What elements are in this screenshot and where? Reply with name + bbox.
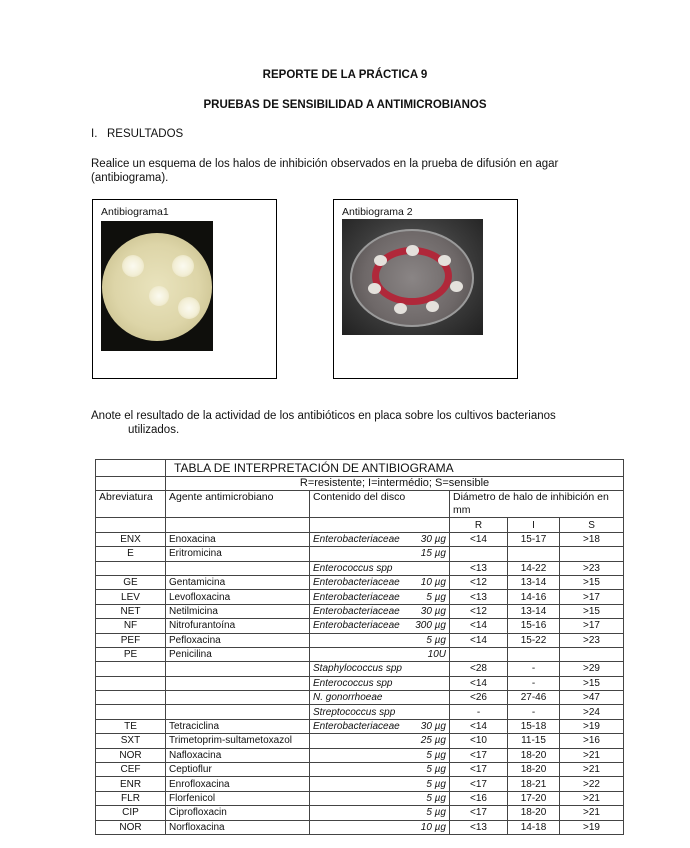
cell-r: <14 bbox=[450, 633, 508, 647]
cell-disc-content bbox=[310, 633, 450, 647]
cell-abbreviation: NF bbox=[96, 619, 166, 633]
table-row bbox=[96, 777, 624, 791]
cell-r: <26 bbox=[450, 691, 508, 705]
cell-disc-content bbox=[310, 604, 450, 618]
cell-r: <10 bbox=[450, 734, 508, 748]
interpretation-table bbox=[95, 459, 624, 835]
cell-i: 15-17 bbox=[508, 532, 560, 546]
cell-r bbox=[450, 547, 508, 561]
table-row bbox=[96, 763, 624, 777]
cell-r: <16 bbox=[450, 791, 508, 805]
cell-s: >23 bbox=[560, 633, 624, 647]
cell-abbreviation: GE bbox=[96, 575, 166, 589]
table-row bbox=[96, 633, 624, 647]
col-header-agent: Agente antimicrobiano bbox=[166, 491, 310, 518]
table-row bbox=[96, 604, 624, 618]
disc-dose: 5 µg bbox=[426, 749, 446, 761]
cell-agent: Gentamicina bbox=[166, 575, 310, 589]
cell-i: 27-46 bbox=[508, 691, 560, 705]
cell-abbreviation: SXT bbox=[96, 734, 166, 748]
cell-abbreviation: ENR bbox=[96, 777, 166, 791]
cell-s: >23 bbox=[560, 561, 624, 575]
disc-organism: N. gonorrhoeae bbox=[313, 692, 383, 704]
cell-i: 17-20 bbox=[508, 791, 560, 805]
cell-disc-content bbox=[310, 791, 450, 805]
cell-s: >17 bbox=[560, 590, 624, 604]
cell-agent: Nitrofurantoína bbox=[166, 619, 310, 633]
cell-r: <17 bbox=[450, 748, 508, 762]
cell-disc-content bbox=[310, 820, 450, 834]
header-blank bbox=[96, 518, 166, 532]
cell-s: >21 bbox=[560, 763, 624, 777]
cell-disc-content bbox=[310, 763, 450, 777]
cell-agent: Penicilina bbox=[166, 647, 310, 661]
cell-r: <13 bbox=[450, 590, 508, 604]
cell-s: >16 bbox=[560, 734, 624, 748]
cell-r: - bbox=[450, 705, 508, 719]
header-blank bbox=[96, 477, 166, 491]
cell-i: - bbox=[508, 676, 560, 690]
inhibition-halo bbox=[374, 255, 387, 266]
cell-abbreviation: NOR bbox=[96, 820, 166, 834]
table-row bbox=[96, 561, 624, 575]
table-row bbox=[96, 575, 624, 589]
disc-dose: 300 µg bbox=[415, 620, 446, 632]
cell-abbreviation: CIP bbox=[96, 806, 166, 820]
cell-abbreviation: LEV bbox=[96, 590, 166, 604]
cell-r: <13 bbox=[450, 820, 508, 834]
cell-abbreviation bbox=[96, 676, 166, 690]
cell-s: >18 bbox=[560, 532, 624, 546]
cell-agent: Trimetoprim-sultametoxazol bbox=[166, 734, 310, 748]
cell-abbreviation: E bbox=[96, 547, 166, 561]
table-row bbox=[96, 532, 624, 546]
cell-r: <12 bbox=[450, 575, 508, 589]
cell-s: >21 bbox=[560, 748, 624, 762]
col-header-r: R bbox=[450, 518, 508, 532]
disc-organism: Streptococcus spp bbox=[313, 706, 396, 718]
table-row bbox=[96, 647, 624, 661]
cell-r: <17 bbox=[450, 806, 508, 820]
cell-i: - bbox=[508, 705, 560, 719]
cell-disc-content bbox=[310, 647, 450, 661]
disc-organism: Enterobacteriaceae bbox=[313, 577, 400, 589]
cell-abbreviation: PEF bbox=[96, 633, 166, 647]
cell-agent: Pefloxacina bbox=[166, 633, 310, 647]
inhibition-halo bbox=[368, 283, 381, 294]
cell-disc-content bbox=[310, 561, 450, 575]
cell-s bbox=[560, 647, 624, 661]
inhibition-halo bbox=[172, 255, 194, 277]
disc-dose: 5 µg bbox=[426, 778, 446, 790]
header-blank bbox=[166, 518, 310, 532]
cell-disc-content bbox=[310, 734, 450, 748]
note-line-2: utilizados. bbox=[128, 424, 180, 436]
disc-dose: 10U bbox=[427, 649, 446, 661]
table-row bbox=[96, 547, 624, 561]
antibiogram-1-photo bbox=[101, 221, 213, 351]
cell-s: >17 bbox=[560, 619, 624, 633]
cell-abbreviation: ENX bbox=[96, 532, 166, 546]
cell-i: 13-14 bbox=[508, 575, 560, 589]
table-row bbox=[96, 662, 624, 676]
cell-disc-content bbox=[310, 719, 450, 733]
disc-dose: 5 µg bbox=[426, 793, 446, 804]
cell-disc-content bbox=[310, 590, 450, 604]
inhibition-halo bbox=[450, 281, 463, 292]
antibiogram-2-caption: Antibiograma 2 bbox=[342, 206, 413, 218]
cell-s: >15 bbox=[560, 676, 624, 690]
cell-abbreviation bbox=[96, 705, 166, 719]
cell-agent: Levofloxacina bbox=[166, 590, 310, 604]
cell-disc-content bbox=[310, 532, 450, 546]
cell-agent: Florfenicol bbox=[166, 791, 310, 805]
cell-s: >19 bbox=[560, 820, 624, 834]
cell-abbreviation: NOR bbox=[96, 748, 166, 762]
col-header-disc: Contenido del disco bbox=[310, 491, 450, 518]
disc-dose: 15 µg bbox=[420, 548, 446, 560]
report-subtitle: PRUEBAS DE SENSIBILIDAD A ANTIMICROBIANOS bbox=[203, 99, 487, 111]
cell-s: >47 bbox=[560, 691, 624, 705]
disc-dose: 5 µg bbox=[426, 591, 446, 603]
col-header-abbreviation: Abreviatura bbox=[96, 491, 166, 518]
cell-disc-content bbox=[310, 777, 450, 791]
cell-abbreviation: CEF bbox=[96, 763, 166, 777]
cell-agent: Norfloxacina bbox=[166, 820, 310, 834]
antibiogram-1-caption: Antibiograma1 bbox=[101, 206, 169, 218]
cell-r: <13 bbox=[450, 561, 508, 575]
table-row bbox=[96, 590, 624, 604]
cell-r bbox=[450, 647, 508, 661]
cell-r: <17 bbox=[450, 763, 508, 777]
cell-agent: Tetraciclina bbox=[166, 719, 310, 733]
table-row bbox=[96, 705, 624, 719]
cell-agent bbox=[166, 676, 310, 690]
table-row bbox=[96, 820, 624, 834]
cell-agent: Ciprofloxacin bbox=[166, 806, 310, 820]
table-row bbox=[96, 719, 624, 733]
cell-i bbox=[508, 647, 560, 661]
disc-organism: Enterobacteriaceae bbox=[313, 721, 400, 733]
table-row bbox=[96, 748, 624, 762]
cell-disc-content bbox=[310, 575, 450, 589]
cell-agent: Enrofloxacina bbox=[166, 777, 310, 791]
table-row bbox=[96, 791, 624, 805]
cell-agent: Ceptioflur bbox=[166, 763, 310, 777]
cell-s: >15 bbox=[560, 575, 624, 589]
cell-i: 15-18 bbox=[508, 719, 560, 733]
col-header-s: S bbox=[560, 518, 624, 532]
disc-organism: Enterobacteriaceae bbox=[313, 605, 400, 617]
cell-i: 18-20 bbox=[508, 763, 560, 777]
cell-i: 18-21 bbox=[508, 777, 560, 791]
cell-agent: Enoxacina bbox=[166, 532, 310, 546]
disc-dose: 30 µg bbox=[420, 605, 446, 617]
disc-dose: 5 µg bbox=[426, 807, 446, 819]
cell-disc-content bbox=[310, 691, 450, 705]
inhibition-halo bbox=[426, 301, 439, 312]
inhibition-halo bbox=[406, 245, 419, 256]
antibiogram-2-frame bbox=[333, 199, 518, 379]
header-blank bbox=[96, 460, 166, 477]
disc-organism: Enterobacteriaceae bbox=[313, 620, 400, 632]
antibiogram-2-photo bbox=[342, 219, 483, 335]
cell-s: >24 bbox=[560, 705, 624, 719]
cell-i: 14-18 bbox=[508, 820, 560, 834]
cell-s: >21 bbox=[560, 791, 624, 805]
disc-organism: Staphylococcus spp bbox=[313, 663, 402, 675]
antibiogram-1-frame bbox=[92, 199, 277, 379]
header-blank bbox=[310, 518, 450, 532]
inhibition-halo bbox=[122, 255, 144, 277]
cell-abbreviation bbox=[96, 691, 166, 705]
cell-i: 14-16 bbox=[508, 590, 560, 604]
disc-dose: 30 µg bbox=[420, 533, 446, 545]
cell-i: 15-22 bbox=[508, 633, 560, 647]
inhibition-halo bbox=[149, 286, 169, 306]
inhibition-halo bbox=[394, 303, 407, 314]
cell-s: >15 bbox=[560, 604, 624, 618]
cell-agent bbox=[166, 561, 310, 575]
cell-abbreviation: TE bbox=[96, 719, 166, 733]
cell-r: <14 bbox=[450, 532, 508, 546]
cell-s bbox=[560, 547, 624, 561]
cell-agent bbox=[166, 691, 310, 705]
table-title: TABLA DE INTERPRETACIÓN DE ANTIBIOGRAMA bbox=[166, 460, 624, 477]
table-legend: R=resistente; I=intermédio; S=sensible bbox=[166, 477, 624, 491]
disc-dose: 10 µg bbox=[420, 577, 446, 589]
disc-dose: 5 µg bbox=[426, 764, 446, 776]
cell-agent: Nafloxacina bbox=[166, 748, 310, 762]
cell-disc-content bbox=[310, 748, 450, 762]
cell-agent bbox=[166, 705, 310, 719]
note-line-1: Anote el resultado de la actividad de los antibióticos en placa sobre los cultivos bacterianos bbox=[91, 410, 556, 422]
cell-i: 13-14 bbox=[508, 604, 560, 618]
cell-s: >29 bbox=[560, 662, 624, 676]
cell-agent: Eritromicina bbox=[166, 547, 310, 561]
cell-agent: Netilmicina bbox=[166, 604, 310, 618]
cell-disc-content bbox=[310, 619, 450, 633]
cell-i: 14-22 bbox=[508, 561, 560, 575]
cell-i bbox=[508, 547, 560, 561]
cell-r: <14 bbox=[450, 719, 508, 733]
cell-abbreviation: NET bbox=[96, 604, 166, 618]
cell-abbreviation: PE bbox=[96, 647, 166, 661]
disc-dose: 30 µg bbox=[420, 721, 446, 733]
cell-abbreviation bbox=[96, 662, 166, 676]
disc-dose: 5 µg bbox=[426, 634, 446, 646]
section-heading: I. RESULTADOS bbox=[91, 128, 184, 140]
cell-s: >22 bbox=[560, 777, 624, 791]
inhibition-halo bbox=[438, 255, 451, 266]
disc-organism: Enterobacteriaceae bbox=[313, 533, 400, 545]
table-row bbox=[96, 619, 624, 633]
table-row bbox=[96, 691, 624, 705]
cell-r: <14 bbox=[450, 676, 508, 690]
cell-agent bbox=[166, 662, 310, 676]
cell-abbreviation bbox=[96, 561, 166, 575]
cell-disc-content bbox=[310, 806, 450, 820]
cell-disc-content bbox=[310, 662, 450, 676]
cell-disc-content bbox=[310, 547, 450, 561]
table-row bbox=[96, 676, 624, 690]
instruction-text: Realice un esquema de los halos de inhibición observados en la prueba de difusión en agar (antibiograma). bbox=[91, 158, 559, 184]
cell-abbreviation: FLR bbox=[96, 791, 166, 805]
cell-i: 11-15 bbox=[508, 734, 560, 748]
cell-r: <14 bbox=[450, 619, 508, 633]
col-header-diameter: Diámetro de halo de inhibición en mm bbox=[450, 491, 624, 518]
table-row bbox=[96, 734, 624, 748]
cell-r: <12 bbox=[450, 604, 508, 618]
cell-r: <28 bbox=[450, 662, 508, 676]
disc-dose: 10 µg bbox=[420, 821, 446, 833]
cell-i: - bbox=[508, 662, 560, 676]
disc-dose: 25 µg bbox=[420, 735, 446, 747]
disc-organism: Enterobacteriaceae bbox=[313, 591, 400, 603]
report-title: REPORTE DE LA PRÁCTICA 9 bbox=[262, 69, 428, 81]
cell-disc-content bbox=[310, 676, 450, 690]
col-header-i: I bbox=[508, 518, 560, 532]
cell-i: 15-16 bbox=[508, 619, 560, 633]
cell-r: <17 bbox=[450, 777, 508, 791]
cell-i: 18-20 bbox=[508, 806, 560, 820]
cell-disc-content bbox=[310, 705, 450, 719]
cell-i: 18-20 bbox=[508, 748, 560, 762]
petri-dish-1 bbox=[102, 233, 212, 341]
cell-s: >19 bbox=[560, 719, 624, 733]
disc-organism: Enterococcus spp bbox=[313, 677, 393, 689]
table-row bbox=[96, 806, 624, 820]
inhibition-halo bbox=[178, 297, 200, 319]
cell-s: >21 bbox=[560, 806, 624, 820]
disc-organism: Enterococcus spp bbox=[313, 562, 393, 574]
